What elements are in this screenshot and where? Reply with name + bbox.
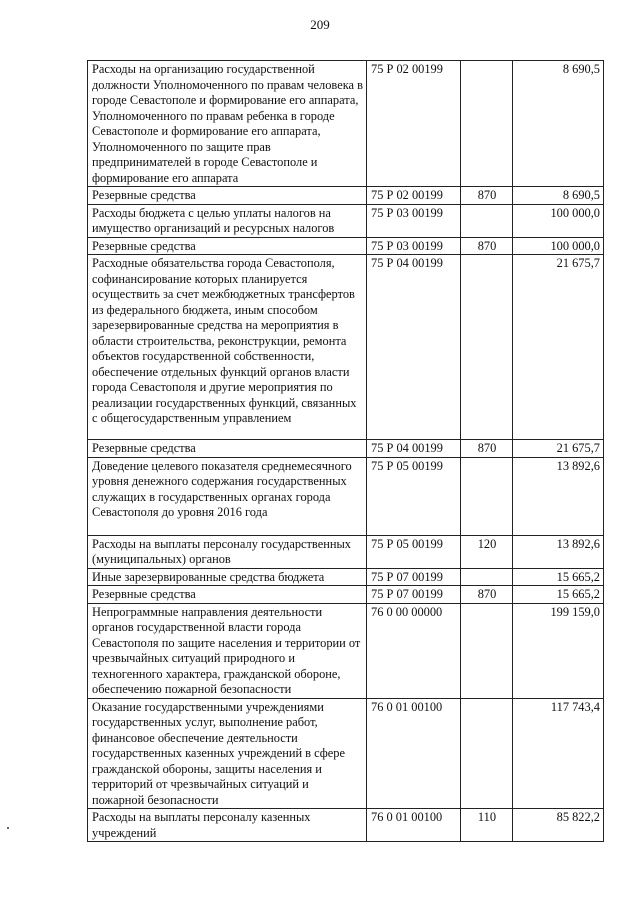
row-sum: 85 822,2 [513,809,604,842]
budget-table [87,60,604,842]
table-row [88,457,604,535]
row-type [461,61,513,187]
table-row [88,535,604,568]
row-code: 75 Р 07 00199 [367,568,461,586]
row-code: 76 0 00 00000 [367,603,461,698]
table-row [88,237,604,255]
table-row [88,204,604,237]
row-sum: 100 000,0 [513,204,604,237]
row-sum: 199 159,0 [513,603,604,698]
scan-speck [7,827,9,829]
row-name: Резервные средства [88,187,367,205]
row-type: 110 [461,809,513,842]
row-name: Резервные средства [88,586,367,604]
row-code: 75 Р 05 00199 [367,535,461,568]
row-code: 75 Р 03 00199 [367,204,461,237]
row-code: 76 0 01 00100 [367,698,461,809]
row-code: 75 Р 04 00199 [367,255,461,440]
table-row [88,187,604,205]
row-sum: 15 665,2 [513,568,604,586]
row-name: Расходы бюджета с целью уплаты налогов на имущество организаций и ресурсных налогов [88,204,367,237]
table-row [88,255,604,440]
row-sum: 15 665,2 [513,586,604,604]
row-name: Оказание государственными учреждениями государственных услуг, выполнение работ, финансовое обеспечение деятельности государственных казенных учреждений в сфере гражданской обороны, защиты населения и территорий от чрезвычайных ситуаций и пожарной безопасности [88,698,367,809]
row-type [461,603,513,698]
row-name: Расходные обязательства города Севастополя, софинансирование которых планируется осуществить за счет межбюджетных трансфертов из федерального бюджета, иным способом зарезервированные средства на мероприятия в области строительства, реконструкции, ремонта объектов государственной собственности, обеспечение отдельных функций органов власти города Севастополя и другие мероприятия по реализации государственных функций, связанных с общегосударственным управлением [88,255,367,440]
row-sum: 21 675,7 [513,255,604,440]
row-code: 76 0 01 00100 [367,809,461,842]
row-type: 120 [461,535,513,568]
table-row [88,809,604,842]
row-type [461,255,513,440]
row-name: Доведение целевого показателя среднемесячного уровня денежного содержания государственных служащих в государственных органах города Севастополя до уровня 2016 года [88,457,367,535]
row-sum: 117 743,4 [513,698,604,809]
row-type [461,698,513,809]
row-name: Иные зарезервированные средства бюджета [88,568,367,586]
row-code: 75 Р 07 00199 [367,586,461,604]
row-sum: 13 892,6 [513,457,604,535]
table-row [88,586,604,604]
row-type: 870 [461,237,513,255]
row-name: Резервные средства [88,440,367,458]
row-name: Расходы на выплаты персоналу казенных учреждений [88,809,367,842]
row-code: 75 Р 05 00199 [367,457,461,535]
row-name: Непрограммные направления деятельности органов государственной власти города Севастополя по защите населения и территории от чрезвычайных ситуаций природного и техногенного характера, гражданской обороне, обеспечению пожарной безопасности [88,603,367,698]
row-sum: 13 892,6 [513,535,604,568]
table-row [88,61,604,187]
row-type [461,457,513,535]
row-type: 870 [461,586,513,604]
row-name: Расходы на выплаты персоналу государственных (муниципальных) органов [88,535,367,568]
row-sum: 100 000,0 [513,237,604,255]
row-name: Резервные средства [88,237,367,255]
table-row [88,568,604,586]
row-type: 870 [461,440,513,458]
table-row [88,603,604,698]
row-sum: 8 690,5 [513,61,604,187]
row-type: 870 [461,187,513,205]
row-type [461,204,513,237]
row-code: 75 Р 03 00199 [367,237,461,255]
row-sum: 8 690,5 [513,187,604,205]
row-sum: 21 675,7 [513,440,604,458]
row-code: 75 Р 02 00199 [367,61,461,187]
row-code: 75 Р 04 00199 [367,440,461,458]
page-number: 209 [310,17,330,32]
row-type [461,568,513,586]
row-code: 75 Р 02 00199 [367,187,461,205]
table-row [88,440,604,458]
row-name: Расходы на организацию государственной должности Уполномоченного по правам человека в городе Севастополе и формирование его аппарата, Уполномоченного по правам ребенка в городе Севастополе и формирование его аппарата, Уполномоченного по защите прав предпринимателей в городе Севастополе и формирование его аппарата [88,61,367,187]
table-row [88,698,604,809]
